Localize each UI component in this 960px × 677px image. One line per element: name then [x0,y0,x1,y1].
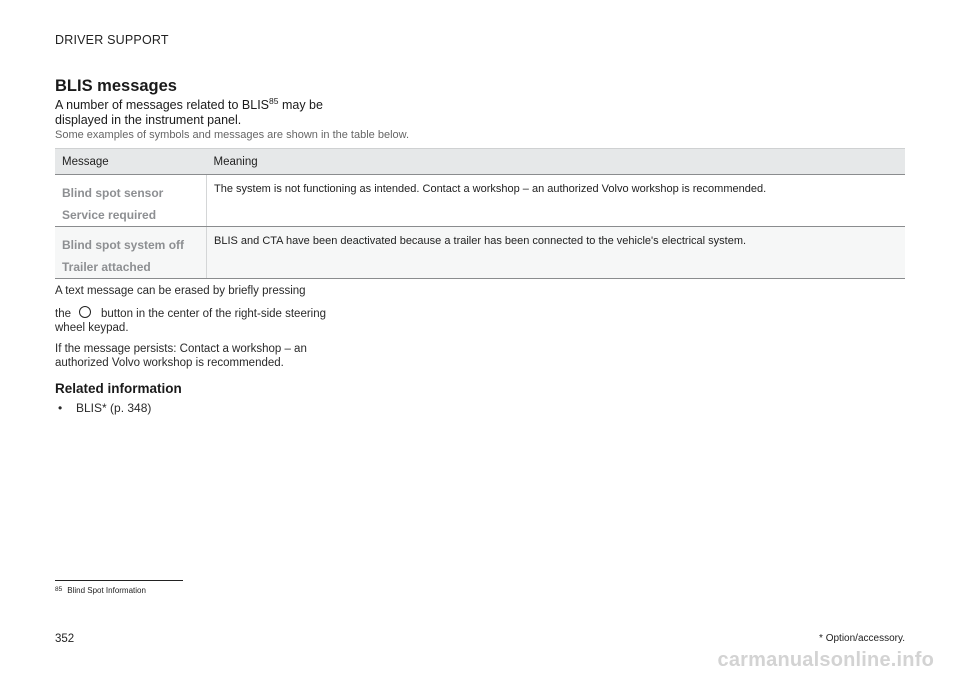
column-header-message: Message [55,149,207,175]
column-header-meaning: Meaning [207,149,906,175]
erase-text-line2 [55,306,335,335]
table-row [55,175,905,227]
display-message-line: Trailer attached [62,260,151,274]
meaning-cell: BLIS and CTA have been deactivated because a trailer has been connected to the vehicle's electrical system. [207,227,906,279]
messages-table [55,148,905,279]
related-link[interactable] [58,401,151,415]
intro-text-after: may be displayed in the instrument panel. [55,98,323,127]
table-intro: Some examples of symbols and messages are shown in the table below. [55,129,410,141]
message-cell [55,175,207,227]
section-header: DRIVER SUPPORT [55,33,169,47]
circle-button-icon [79,306,91,318]
page-title: BLIS messages [55,77,177,95]
footnote-number: 85 [55,586,63,593]
intro-text-before: A number of messages related to BLIS [55,98,270,112]
related-link-text[interactable]: BLIS* (p. 348) [76,401,152,415]
erase-text-before-icon: the [55,308,71,320]
meaning-cell: The system is not functioning as intended. Contact a workshop – an authorized Volvo workshop is recommended. [207,175,906,227]
footnote [55,586,146,595]
message-cell [55,227,207,279]
related-information-heading: Related information [55,381,182,396]
display-message-line: Blind spot system off [62,238,185,252]
footnote-divider [55,580,183,581]
display-message [62,182,206,226]
watermark: carmanualsonline.info [717,649,934,671]
erase-text-after-icon: button in the center of the right-side steering wheel keypad. [55,308,327,334]
footnote-reference[interactable]: 85 [269,96,279,106]
display-message-line: Blind spot sensor [62,186,164,200]
intro-paragraph [55,98,355,128]
display-message [62,234,206,278]
bullet-icon: • [58,401,63,415]
page-number: 352 [55,633,75,645]
table-row [55,227,905,279]
option-accessory-note: * Option/accessory. [819,633,905,644]
footnote-text: Blind Spot Information [67,586,146,595]
erase-message-paragraph [55,284,335,335]
erase-text-line1: A text message can be erased by briefly pressing [55,285,306,297]
persist-paragraph: If the message persists: Contact a workshop – an authorized Volvo workshop is recommended. [55,343,307,369]
display-message-line: Service required [62,208,157,222]
table-header-row [55,149,905,175]
